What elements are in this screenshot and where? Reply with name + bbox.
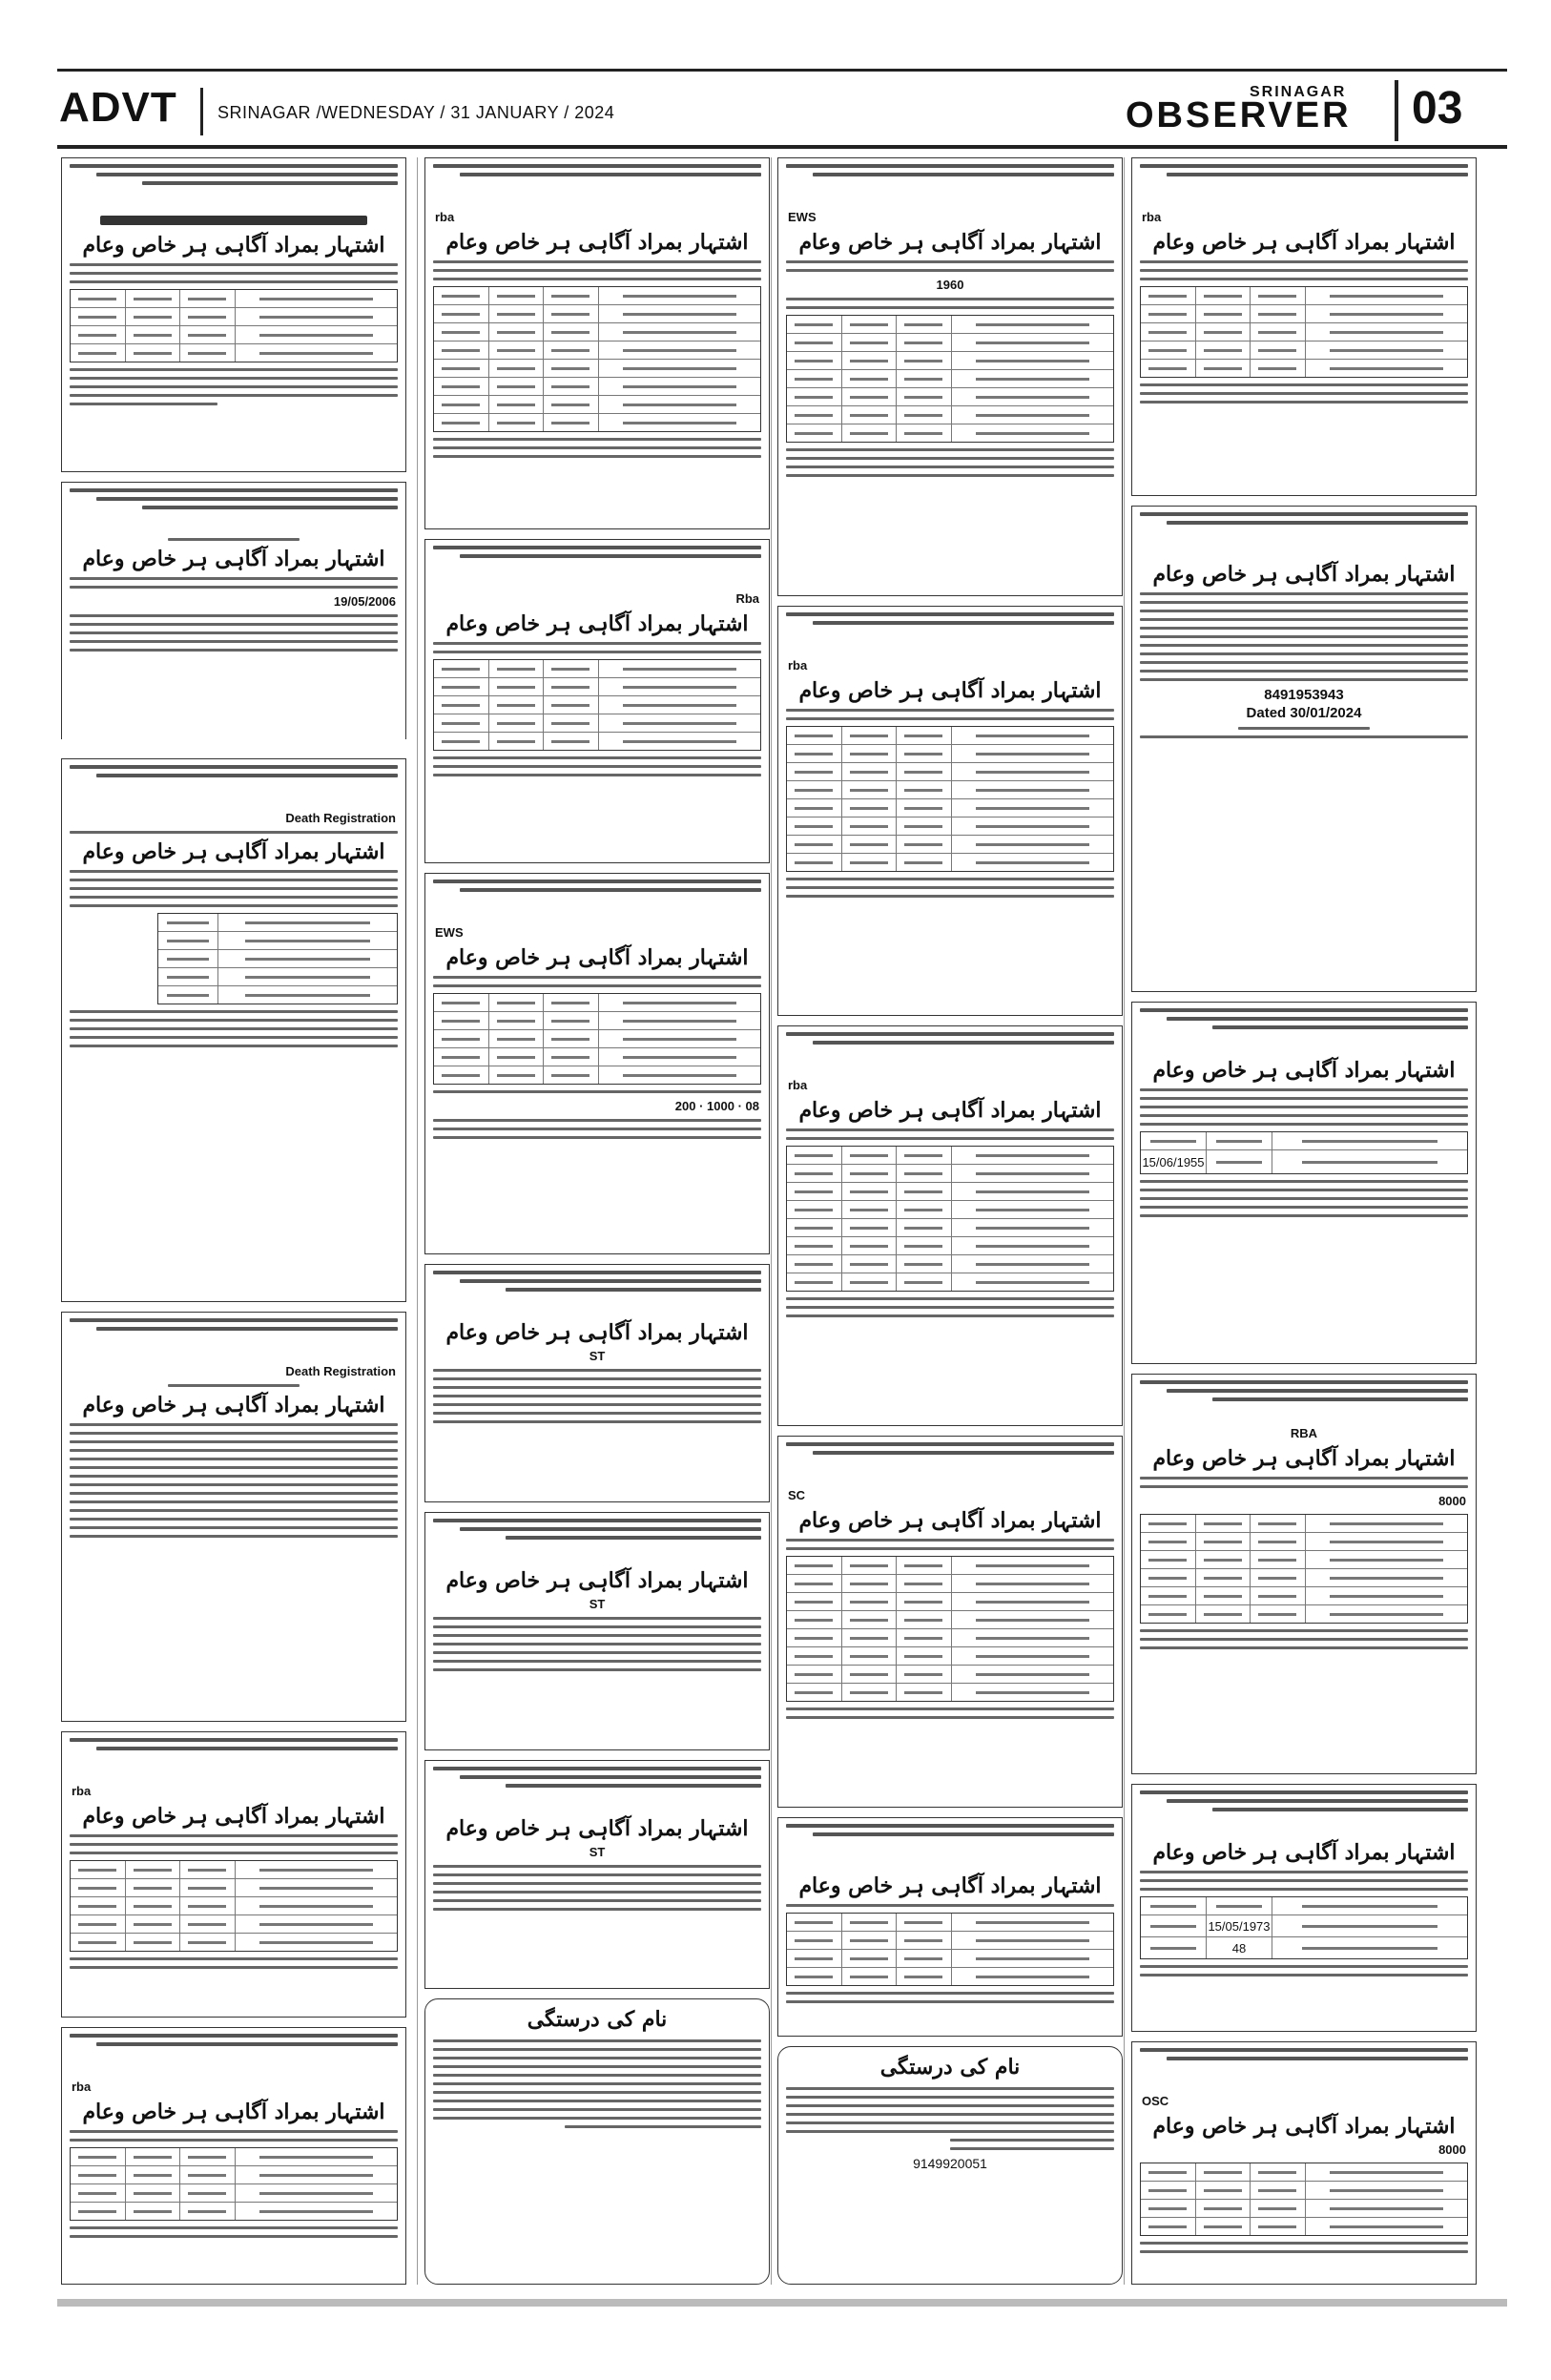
notice-tag: rba bbox=[72, 1784, 92, 1798]
column-3 bbox=[777, 157, 1128, 2285]
column-4 bbox=[1131, 157, 1482, 2285]
column-divider bbox=[417, 157, 418, 2285]
notice bbox=[424, 1264, 770, 1502]
contact-phone: 8491953943 bbox=[1264, 687, 1344, 703]
notice bbox=[61, 1312, 406, 1722]
notice-figures: 200 · 1000 · 08 bbox=[674, 1099, 759, 1113]
brand-logo: OBSERVER bbox=[1126, 95, 1352, 135]
spacer bbox=[61, 739, 406, 749]
notice-tag: RBA bbox=[1290, 1426, 1318, 1440]
notice-table: 15/06/1955 bbox=[1140, 1131, 1468, 1174]
brand-city: SRINAGAR bbox=[1250, 84, 1347, 100]
notice bbox=[777, 1817, 1123, 2037]
header-separator bbox=[200, 88, 203, 135]
header-top-rule bbox=[57, 69, 1507, 72]
notice-title: اشتہار بمراد آگاہی ہر خاص وعام bbox=[82, 839, 385, 864]
notice-dated: Dated 30/01/2024 bbox=[1246, 705, 1362, 721]
notice-title: اشتہار بمراد آگاہی ہر خاص وعام bbox=[82, 2100, 385, 2124]
name-correction-notice bbox=[777, 2046, 1123, 2285]
notice-table bbox=[433, 993, 761, 1085]
notice bbox=[424, 873, 770, 1254]
notice bbox=[777, 606, 1123, 1016]
notice-tag: Death Registration bbox=[285, 1364, 396, 1378]
notice-table bbox=[70, 2147, 398, 2221]
section-label: ADVT bbox=[59, 84, 177, 131]
notice-amount: 8000 bbox=[1438, 1494, 1466, 1508]
notice-title: اشتہار بمراد آگاہی ہر خاص وعام bbox=[82, 233, 385, 258]
notice-title: اشتہار بمراد آگاہی ہر خاص وعام bbox=[445, 611, 749, 636]
notice-table bbox=[433, 659, 761, 751]
notice bbox=[1131, 1374, 1477, 1774]
notice-date: 19/05/2006 bbox=[333, 594, 396, 609]
footer-rule bbox=[57, 2299, 1507, 2307]
notice-tag: ST bbox=[589, 1845, 606, 1859]
notice-table bbox=[433, 286, 761, 432]
notice-tag: ST bbox=[589, 1349, 606, 1363]
notice-title: اشتہار بمراد آگاہی ہر خاص وعام bbox=[1152, 562, 1456, 587]
contact-phone: 9149920051 bbox=[913, 2156, 987, 2171]
notice-table bbox=[786, 1913, 1114, 1986]
column-1 bbox=[61, 157, 412, 2285]
notice-amount: 8000 bbox=[1438, 2142, 1466, 2157]
notice-title: اشتہار بمراد آگاہی ہر خاص وعام bbox=[798, 1098, 1102, 1123]
notice-table bbox=[786, 1146, 1114, 1292]
notice-table bbox=[1140, 1514, 1468, 1624]
notice-tag: EWS bbox=[788, 210, 817, 224]
notice-table bbox=[786, 1556, 1114, 1702]
notice-table bbox=[786, 315, 1114, 443]
notice bbox=[424, 157, 770, 529]
notice-title: اشتہار بمراد آگاہی ہر خاص وعام bbox=[82, 547, 385, 571]
notice-title: اشتہار بمراد آگاہی ہر خاص وعام bbox=[1152, 1058, 1456, 1083]
column-2 bbox=[424, 157, 776, 2285]
notice bbox=[61, 482, 406, 749]
name-correction-title: نام کی درستگی bbox=[527, 2007, 668, 2032]
name-correction-notice bbox=[424, 1998, 770, 2285]
notice-table bbox=[1140, 286, 1468, 378]
notice bbox=[1131, 1002, 1477, 1364]
notice bbox=[61, 1731, 406, 2018]
notice-title: اشتہار بمراد آگاہی ہر خاص وعام bbox=[798, 230, 1102, 255]
notice-table bbox=[1140, 2163, 1468, 2236]
notice-year: 1960 bbox=[936, 278, 964, 292]
notice-table bbox=[70, 289, 398, 362]
notice-title: اشتہار بمراد آگاہی ہر خاص وعام bbox=[798, 678, 1102, 703]
notice bbox=[61, 758, 406, 1302]
notice-title: اشتہار بمراد آگاہی ہر خاص وعام bbox=[1152, 1840, 1456, 1865]
notice bbox=[777, 1025, 1123, 1426]
notice-tag: ST bbox=[589, 1597, 606, 1611]
notice bbox=[61, 2027, 406, 2285]
notice bbox=[61, 157, 406, 472]
notice-table bbox=[786, 726, 1114, 872]
notice-title: اشتہار بمراد آگاہی ہر خاص وعام bbox=[445, 1320, 749, 1345]
header-bottom-rule bbox=[57, 145, 1507, 149]
notice-tag: OSC bbox=[1142, 2094, 1169, 2108]
notice bbox=[777, 157, 1123, 596]
notice bbox=[424, 1760, 770, 1989]
notice-tag: rba bbox=[788, 658, 808, 673]
header-separator-right bbox=[1395, 80, 1398, 141]
notice-tag: Death Registration bbox=[285, 811, 396, 825]
notice-title: اشتہار بمراد آگاہی ہر خاص وعام bbox=[798, 1873, 1102, 1898]
notice-title: اشتہار بمراد آگاہی ہر خاص وعام bbox=[445, 945, 749, 970]
notice-table bbox=[70, 1860, 398, 1952]
notice-title: اشتہار بمراد آگاہی ہر خاص وعام bbox=[1152, 230, 1456, 255]
notice bbox=[1131, 2041, 1477, 2285]
notice-tag: rba bbox=[72, 2080, 92, 2094]
page-number: 03 bbox=[1412, 83, 1463, 134]
notice bbox=[1131, 1784, 1477, 2032]
notice bbox=[1131, 506, 1477, 992]
notice-table: 15/05/1973 48 bbox=[1140, 1896, 1468, 1959]
notice bbox=[424, 1512, 770, 1750]
notice-tag: rba bbox=[435, 210, 455, 224]
dateline: SRINAGAR /WEDNESDAY / 31 JANUARY / 2024 bbox=[217, 103, 615, 122]
notice-title: اشتہار بمراد آگاہی ہر خاص وعام bbox=[82, 1393, 385, 1418]
notice-title: اشتہار بمراد آگاہی ہر خاص وعام bbox=[1152, 2114, 1456, 2139]
notice-title: اشتہار بمراد آگاہی ہر خاص وعام bbox=[798, 1508, 1102, 1533]
notice-table bbox=[157, 913, 398, 1004]
notice-tag: rba bbox=[1142, 210, 1162, 224]
name-correction-title: نام کی درستگی bbox=[879, 2055, 1021, 2080]
notice-title: اشتہار بمراد آگاہی ہر خاص وعام bbox=[82, 1804, 385, 1829]
notice-tag: rba bbox=[788, 1078, 808, 1092]
notice bbox=[777, 1436, 1123, 1808]
notice bbox=[1131, 157, 1477, 496]
notice-title: اشتہار بمراد آگاہی ہر خاص وعام bbox=[1152, 1446, 1456, 1471]
notice-tag: Rba bbox=[735, 591, 759, 606]
notice-title: اشتہار بمراد آگاہی ہر خاص وعام bbox=[445, 230, 749, 255]
notice-tag: SC bbox=[788, 1488, 806, 1502]
notice-title: اشتہار بمراد آگاہی ہر خاص وعام bbox=[445, 1568, 749, 1593]
notice bbox=[424, 539, 770, 863]
notice-title: اشتہار بمراد آگاہی ہر خاص وعام bbox=[445, 1816, 749, 1841]
notice-tag: EWS bbox=[435, 925, 464, 940]
